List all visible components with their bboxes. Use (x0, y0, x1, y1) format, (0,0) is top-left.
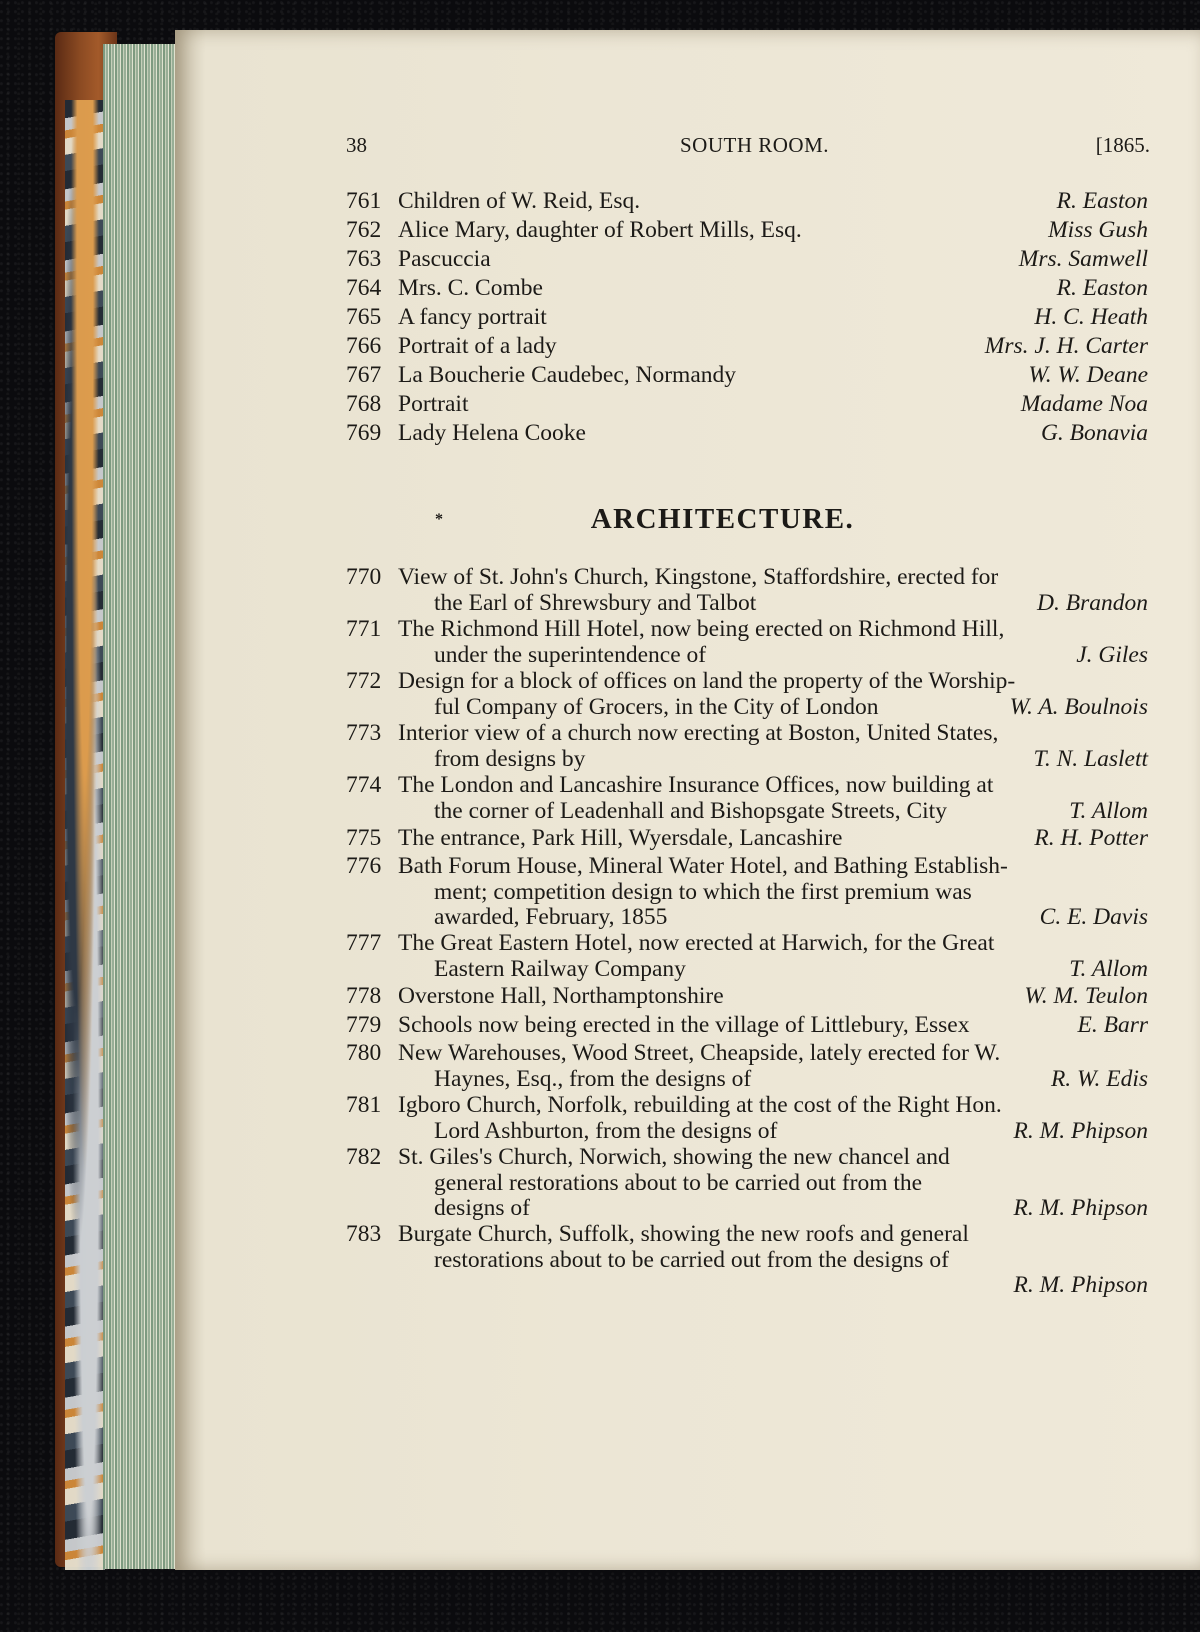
entry-artist: Miss Gush (1048, 217, 1148, 243)
entry-number: 762 (346, 217, 382, 243)
entry-line (225, 1221, 1150, 1248)
entry-number: 765 (346, 304, 382, 330)
entry-line (225, 361, 1150, 390)
entry-title: restorations about to be carried out from the designs of (434, 1247, 949, 1273)
entry-artist: Mrs. Samwell (1018, 246, 1148, 272)
entry-line (225, 245, 1150, 274)
entry-artist: W. A. Boulnois (1009, 694, 1148, 720)
catalogue-entry (225, 1092, 1150, 1144)
entry-artist: C. E. Davis (1039, 904, 1148, 930)
entry-title: Alice Mary, daughter of Robert Mills, Esq. (398, 217, 802, 243)
entry-line (225, 1092, 1150, 1119)
year-label: [1865. (1095, 133, 1150, 157)
catalogue-entry (225, 419, 1150, 448)
catalogue-entry (225, 332, 1150, 361)
entry-line (225, 643, 1150, 668)
entry-number: 773 (346, 720, 382, 746)
entry-title: designs of (434, 1195, 530, 1221)
entry-number: 769 (346, 420, 382, 446)
entry-number: 783 (346, 1221, 382, 1247)
section-heading-text: ARCHITECTURE. (590, 503, 855, 535)
entry-title: Children of W. Reid, Esq. (398, 188, 641, 214)
entry-line (225, 274, 1150, 303)
entry-number: 782 (346, 1144, 382, 1170)
catalogue-entry (225, 303, 1150, 332)
entry-line (225, 880, 1150, 905)
entry-artist: H. C. Heath (1034, 304, 1148, 330)
entry-artist: T. N. Laslett (1033, 746, 1148, 772)
entry-line (225, 772, 1150, 799)
catalogue-entry (225, 564, 1150, 616)
catalogue-entry (225, 1221, 1150, 1298)
entry-line (225, 905, 1150, 930)
catalogue-entry (225, 361, 1150, 390)
entry-line (225, 1273, 1150, 1298)
catalogue-entry (225, 930, 1150, 982)
room-title: SOUTH ROOM. (680, 133, 830, 157)
entry-artist: T. Allom (1069, 798, 1148, 824)
entry-artist: W. W. Deane (1028, 362, 1148, 388)
entry-title: The entrance, Park Hill, Wyersdale, Lancashire (398, 825, 843, 851)
catalogue-entry (225, 853, 1150, 930)
entry-artist: G. Bonavia (1040, 420, 1148, 446)
entry-line (225, 824, 1150, 853)
entry-artist: Mrs. J. H. Carter (984, 333, 1148, 359)
entry-line (225, 591, 1150, 616)
entry-title: Portrait (398, 391, 469, 417)
entry-artist: R. M. Phipson (1013, 1195, 1148, 1221)
entry-number: 774 (346, 772, 382, 798)
entry-line (225, 720, 1150, 747)
running-header (225, 133, 1150, 163)
entry-title: Lady Helena Cooke (398, 420, 586, 446)
entry-title: Lord Ashburton, from the designs of (434, 1118, 778, 1144)
entry-number: 772 (346, 668, 382, 694)
catalogue-entry (225, 187, 1150, 216)
entry-line (225, 419, 1150, 448)
entry-number: 766 (346, 333, 382, 359)
portrait-entries (225, 187, 1150, 448)
entry-artist: R. Easton (1056, 188, 1148, 214)
entry-line (225, 1196, 1150, 1221)
entry-artist: D. Brandon (1037, 590, 1148, 616)
entry-title: Overstone Hall, Northamptonshire (398, 983, 724, 1009)
entry-title: The Richmond Hill Hotel, now being erected on Richmond Hill, (398, 616, 1005, 642)
entry-title: View of St. John's Church, Kingstone, Staffordshire, erected for (398, 564, 999, 590)
entry-title: ful Company of Grocers, in the City of London (434, 694, 879, 720)
entry-line (225, 332, 1150, 361)
entry-artist: T. Allom (1069, 956, 1148, 982)
entry-line (225, 564, 1150, 591)
catalogue-entry (225, 668, 1150, 720)
entry-artist: E. Barr (1077, 1012, 1148, 1038)
entry-number: 780 (346, 1040, 382, 1066)
entry-title: the Earl of Shrewsbury and Talbot (434, 590, 757, 616)
entry-artist: R. W. Edis (1050, 1066, 1148, 1092)
entry-line (225, 668, 1150, 695)
catalogue-entry (225, 274, 1150, 303)
entry-title: St. Giles's Church, Norwich, showing the new chancel and (398, 1144, 950, 1170)
entry-title: Interior view of a church now erecting at Boston, United States, (398, 720, 999, 746)
entry-line (225, 1171, 1150, 1196)
entry-artist: R. H. Potter (1034, 825, 1148, 851)
entry-title: Design for a block of offices on land the property of the Worship- (398, 668, 1016, 694)
entry-line (225, 747, 1150, 772)
entry-title: The Great Eastern Hotel, now erected at Harwich, for the Great (398, 930, 995, 956)
entry-number: 767 (346, 362, 382, 388)
catalogue-entry (225, 245, 1150, 274)
catalogue-entry (225, 982, 1150, 1011)
entry-number: 779 (346, 1012, 382, 1038)
entry-number: 778 (346, 983, 382, 1009)
entry-number: 768 (346, 391, 382, 417)
catalogue-entry (225, 1011, 1150, 1040)
page-number: 38 (346, 133, 367, 157)
entry-line (225, 1067, 1150, 1092)
entry-line (225, 1011, 1150, 1040)
entry-number: 777 (346, 930, 382, 956)
entry-title: Pascuccia (398, 246, 491, 272)
entry-title: awarded, February, 1855 (434, 904, 668, 930)
entry-line (225, 695, 1150, 720)
entry-line (225, 982, 1150, 1011)
entry-artist: J. Giles (1076, 642, 1148, 668)
entry-title: Igboro Church, Norfolk, rebuilding at the cost of the Right Hon. (398, 1092, 1002, 1118)
entry-line (225, 216, 1150, 245)
catalogue-entry (225, 1144, 1150, 1221)
entry-title: the corner of Leadenhall and Bishopsgate Streets, City (434, 798, 947, 824)
entry-artist: W. M. Teulon (1024, 983, 1148, 1009)
catalogue-entry (225, 616, 1150, 668)
page-edges (103, 44, 175, 1569)
catalogue-entry (225, 772, 1150, 824)
catalogue-entry (225, 390, 1150, 419)
entry-line (225, 187, 1150, 216)
marbled-endpaper (65, 100, 105, 1570)
entry-title: general restorations about to be carried out from the (434, 1170, 923, 1196)
entry-title: Haynes, Esq., from the designs of (434, 1066, 752, 1092)
entry-line (225, 303, 1150, 332)
entry-number: 771 (346, 616, 382, 642)
entry-number: 761 (346, 188, 382, 214)
entry-artist: R. Easton (1056, 275, 1148, 301)
entry-title: La Boucherie Caudebec, Normandy (398, 362, 737, 388)
entry-number: 763 (346, 246, 382, 272)
architecture-entries (225, 564, 1150, 1298)
entry-line (225, 1119, 1150, 1144)
entry-title: New Warehouses, Wood Street, Cheapside, lately erected for W. (398, 1040, 1001, 1066)
entry-number: 775 (346, 825, 382, 851)
entry-line (225, 390, 1150, 419)
entry-title: ment; competition design to which the first premium was (434, 879, 972, 905)
entry-title: Portrait of a lady (398, 333, 557, 359)
entry-number: 776 (346, 853, 382, 879)
asterisk-mark: * (435, 511, 445, 528)
entry-line (225, 957, 1150, 982)
entry-artist: R. M. Phipson (1013, 1272, 1148, 1298)
entry-title: under the superintendence of (434, 642, 707, 668)
entry-line (225, 1248, 1150, 1273)
entry-line (225, 799, 1150, 824)
entry-line (225, 1144, 1150, 1171)
entry-title: Burgate Church, Suffolk, showing the new roofs and general (398, 1221, 969, 1247)
catalogue-entry (225, 824, 1150, 853)
entry-title: Schools now being erected in the village of Littlebury, Essex (398, 1012, 970, 1038)
entry-number: 764 (346, 275, 382, 301)
entry-number: 770 (346, 564, 382, 590)
entry-line (225, 616, 1150, 643)
catalogue-entry (225, 720, 1150, 772)
entry-title: Mrs. C. Combe (398, 275, 543, 301)
entry-artist: R. M. Phipson (1013, 1118, 1148, 1144)
section-heading (225, 503, 1150, 536)
catalogue-entry (225, 1040, 1150, 1092)
entry-line (225, 1040, 1150, 1067)
entry-artist: Madame Noa (1020, 391, 1148, 417)
entry-line (225, 853, 1150, 880)
catalogue-entry (225, 216, 1150, 245)
entry-title: from designs by (434, 746, 586, 772)
entry-title: The London and Lancashire Insurance Offices, now building at (398, 772, 994, 798)
entry-number: 781 (346, 1092, 382, 1118)
entry-line (225, 930, 1150, 957)
entry-title: Eastern Railway Company (434, 956, 686, 982)
entry-title: A fancy portrait (398, 304, 547, 330)
entry-title: Bath Forum House, Mineral Water Hotel, and Bathing Establish- (398, 853, 1008, 879)
